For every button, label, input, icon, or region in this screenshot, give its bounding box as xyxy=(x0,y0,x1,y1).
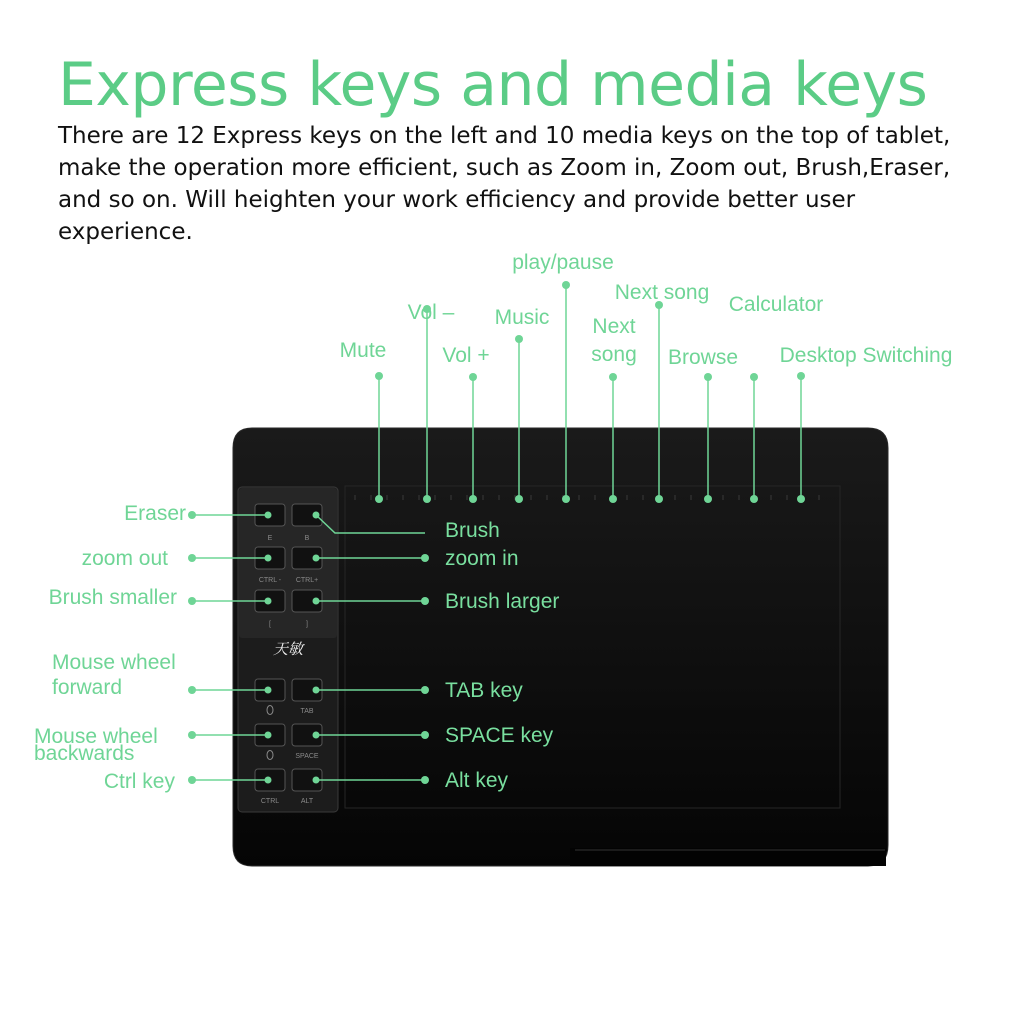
express-key-label: SPACE key xyxy=(445,724,554,747)
media-key-label: Calculator xyxy=(728,293,824,316)
media-key-label-dot xyxy=(562,281,570,289)
media-key-label-dot xyxy=(797,372,805,380)
key-cap-label: SPACE xyxy=(295,753,319,760)
media-key-label: Vol + xyxy=(442,344,490,367)
express-key-label-dot xyxy=(188,686,196,694)
express-key-label: Eraser xyxy=(124,502,186,525)
tablet-bottom-edge xyxy=(570,848,886,866)
key-cap-label: B xyxy=(304,535,310,542)
express-key-label: Mouse wheel forward xyxy=(52,651,176,699)
media-key-label-dot xyxy=(375,372,383,380)
media-key-dot xyxy=(609,495,617,503)
express-key-dot xyxy=(313,598,320,605)
media-key-label: Vol – xyxy=(407,301,455,324)
express-key-label: Mouse wheel backwards xyxy=(34,725,158,765)
express-key-label-dot xyxy=(421,686,429,694)
express-key-dot xyxy=(265,732,272,739)
express-key-dot xyxy=(313,687,320,694)
express-key-label-dot xyxy=(188,597,196,605)
media-key-dot xyxy=(423,495,431,503)
media-key-dot xyxy=(469,495,477,503)
media-key-dot xyxy=(655,495,663,503)
express-key-label-dot xyxy=(421,731,429,739)
express-key-dot xyxy=(265,687,272,694)
key-cap-label: TAB xyxy=(300,708,314,715)
description: There are 12 Express keys on the left and 10 media keys on the top of tablet, make the operation more efficient, such as Zoom in, Zoom out, Brush,Eraser, and so on. Will heighten your work efficiency and provide better user experience. xyxy=(58,123,951,245)
key-cap-label: CTRL - xyxy=(258,577,282,584)
express-key-label: Brush xyxy=(445,519,500,542)
media-key-dot xyxy=(797,495,805,503)
media-key-dot xyxy=(704,495,712,503)
media-key-label-dot xyxy=(469,373,477,381)
media-key-dot xyxy=(750,495,758,503)
media-key-label-dot xyxy=(609,373,617,381)
media-key-dot xyxy=(375,495,383,503)
media-key-label: Next song xyxy=(591,315,637,366)
express-key-label-dot xyxy=(188,554,196,562)
express-key-dot xyxy=(313,777,320,784)
express-key-label-dot xyxy=(421,597,429,605)
media-key-label: Desktop Switching xyxy=(779,344,953,367)
express-key-label: Alt key xyxy=(445,769,509,792)
media-key-label-dot xyxy=(515,335,523,343)
media-key-label: Browse xyxy=(667,346,739,369)
express-key-label-dot xyxy=(188,511,196,519)
brand-logo: 天敏 xyxy=(272,640,304,658)
express-key-dot xyxy=(265,598,272,605)
express-key-label-dot xyxy=(421,776,429,784)
express-key-label: Brush larger xyxy=(445,590,560,613)
express-key-dot xyxy=(313,555,320,562)
media-key-dot xyxy=(562,495,570,503)
key-cap-label: CTRL xyxy=(260,798,280,805)
express-key-label: TAB key xyxy=(445,679,523,702)
key-cap-label: ] xyxy=(306,621,308,628)
express-key-label: zoom out xyxy=(81,547,168,570)
express-key-label: zoom in xyxy=(445,547,519,570)
key-cap-label: E xyxy=(267,535,273,542)
express-key-label: Brush smaller xyxy=(48,586,177,609)
express-key-dot xyxy=(313,732,320,739)
express-key-label: Ctrl key xyxy=(103,770,175,793)
media-key-label: Music xyxy=(494,306,550,329)
media-key-label: Mute xyxy=(339,339,387,362)
media-key-label: Next song xyxy=(614,281,710,304)
page-title: Express keys and media keys xyxy=(58,50,928,120)
express-key-dot xyxy=(265,512,272,519)
key-cap-label: CTRL+ xyxy=(295,577,319,584)
express-key-dot xyxy=(313,512,320,519)
media-key-label: play/pause xyxy=(512,251,614,274)
media-key-label-dot xyxy=(704,373,712,381)
express-key-label-dot xyxy=(188,776,196,784)
express-key-dot xyxy=(265,555,272,562)
express-key-dot xyxy=(265,777,272,784)
express-key-label-dot xyxy=(188,731,196,739)
media-key-dot xyxy=(515,495,523,503)
media-key-label-dot xyxy=(750,373,758,381)
key-cap-label: ALT xyxy=(300,798,314,805)
express-key-label-dot xyxy=(421,554,429,562)
key-cap-label: [ xyxy=(269,621,271,628)
